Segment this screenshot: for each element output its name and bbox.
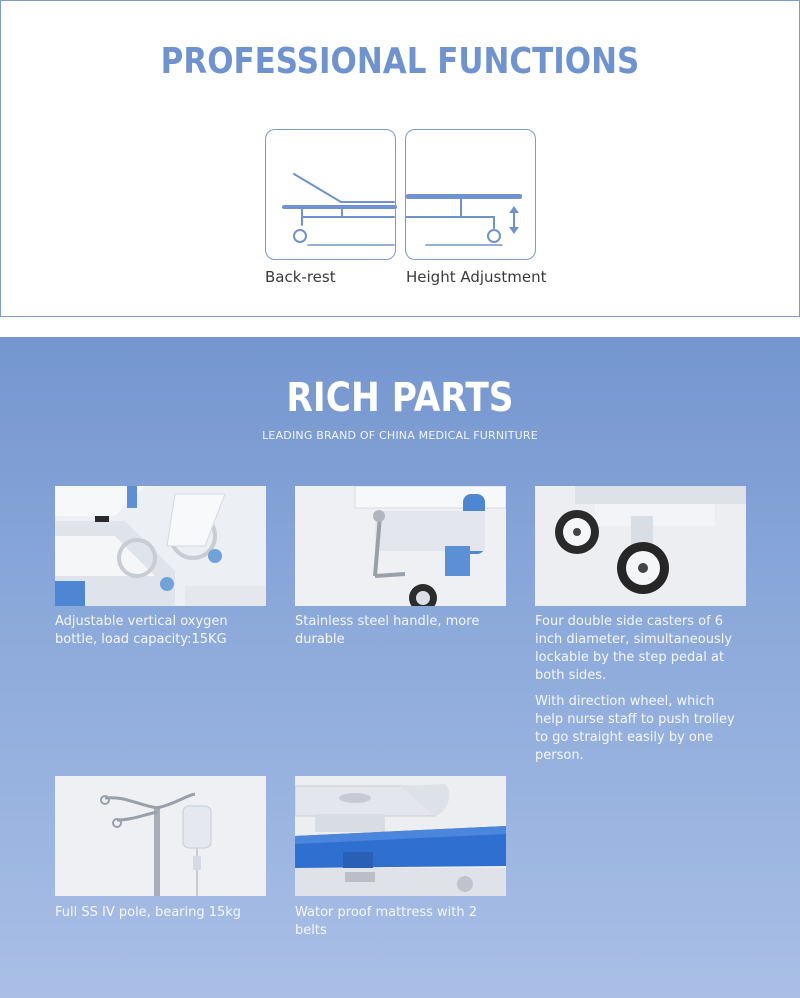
- casters-photo: [535, 486, 746, 606]
- height-adjustment-icon: [406, 130, 537, 261]
- casters-caption: Four double side casters of 6 inch diameter, simultaneously lockable by the step pedal at both sides. With direction wheel, which help nurse staff to push trolley to go straight easily by one person.: [535, 614, 735, 763]
- section-title: PROFESSIONAL FUNCTIONS: [160, 41, 640, 82]
- oxygen-holder-caption: Adjustable vertical oxygen bottle, load capacity:15KG: [55, 614, 228, 647]
- oxygen-holder-photo: [55, 486, 266, 606]
- mattress-photo: [295, 776, 506, 896]
- back-rest-card: [265, 129, 396, 260]
- iv-pole-photo: [55, 776, 266, 896]
- back-rest-label: Back-rest: [265, 268, 336, 286]
- steel-handle-photo: [295, 486, 506, 606]
- height-adjustment-card: [405, 129, 536, 260]
- iv-pole-caption: Full SS IV pole, bearing 15kg: [55, 905, 242, 920]
- steel-handle-caption: Stainless steel handle, more durable: [295, 614, 480, 647]
- professional-functions-section: [0, 0, 800, 317]
- mattress-caption: Wator proof mattress with 2 belts: [295, 905, 477, 938]
- back-rest-icon: [266, 130, 397, 261]
- rich-parts-section: [0, 337, 800, 998]
- section-title: RICH PARTS: [286, 375, 514, 421]
- section-subtitle: LEADING BRAND OF CHINA MEDICAL FURNITURE: [262, 429, 538, 442]
- height-adjustment-label: Height Adjustment: [406, 268, 547, 286]
